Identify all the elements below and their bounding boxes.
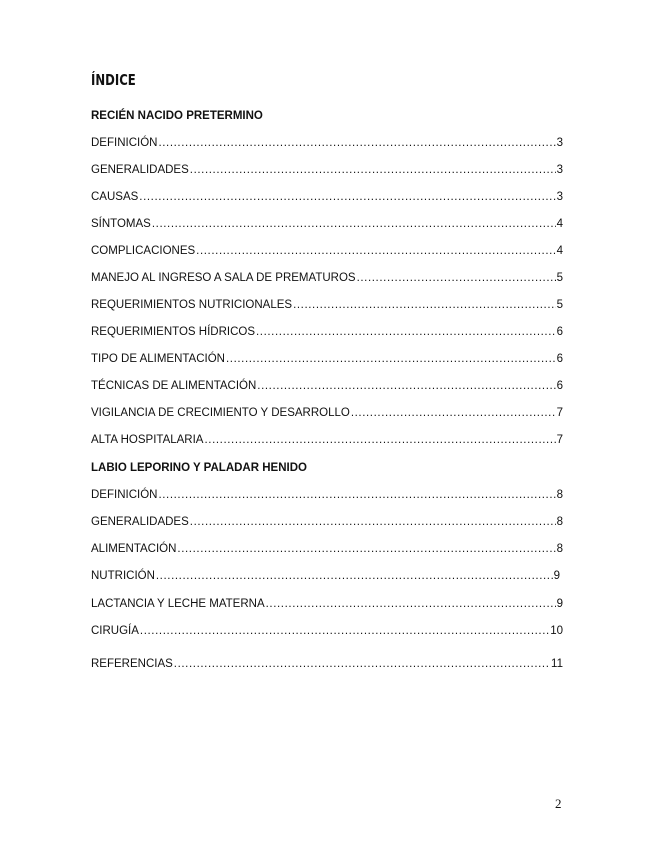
toc-entry-references[interactable] — [91, 658, 563, 670]
toc-entry-label: ALIMENTACIÓN — [91, 543, 177, 555]
toc-entry-page: 3 — [556, 191, 563, 203]
toc-entry-label: NUTRICIÓN — [91, 570, 155, 582]
dot-leader — [190, 516, 556, 528]
toc-entry-label: CIRUGÍA — [91, 625, 139, 637]
toc-entry-label: REQUERIMIENTOS NUTRICIONALES — [91, 299, 293, 311]
toc-entry-page: 8 — [556, 516, 563, 528]
toc-entry[interactable] — [91, 272, 563, 284]
toc-entry-label: TÉCNICAS DE ALIMENTACIÓN — [91, 380, 257, 392]
toc-entry[interactable] — [91, 326, 563, 338]
toc-entry-label: CAUSAS — [91, 191, 139, 203]
dot-leader — [139, 191, 555, 203]
toc-entry-page: 4 — [556, 245, 563, 257]
toc-entry-page: 4 — [556, 218, 563, 230]
toc-entry-page: 8 — [556, 489, 563, 501]
toc-entry-label: COMPLICACIONES — [91, 245, 196, 257]
toc-entry[interactable] — [91, 164, 563, 176]
toc-entry-page: 3 — [556, 164, 563, 176]
toc-entry[interactable] — [91, 380, 563, 392]
toc-entry-label: GENERALIDADES — [91, 164, 189, 176]
toc-entry-page: 7 — [556, 407, 563, 419]
toc-entry-page: 6 — [556, 353, 563, 365]
toc-entry[interactable] — [91, 245, 563, 257]
toc-entry-label: LACTANCIA Y LECHE MATERNA — [91, 598, 265, 610]
dot-leader — [190, 164, 556, 176]
toc-entry[interactable] — [91, 570, 560, 582]
dot-leader — [257, 380, 555, 392]
toc-entry-label: GENERALIDADES — [91, 516, 189, 528]
page-number: 2 — [555, 796, 562, 811]
dot-leader — [293, 299, 556, 311]
toc-entry[interactable] — [91, 353, 563, 365]
toc-entry-page: 8 — [556, 543, 563, 555]
toc-entry-page: 10 — [550, 625, 563, 637]
toc-entry[interactable] — [91, 137, 563, 149]
toc-entry-label: REFERENCIAS — [91, 658, 173, 670]
dot-leader — [196, 245, 555, 257]
dot-leader — [351, 407, 556, 419]
toc-entry-label: DEFINICIÓN — [91, 489, 158, 501]
toc-entry-page: 9 — [553, 570, 560, 582]
page-title: ÍNDICE — [91, 71, 136, 89]
dot-leader — [158, 489, 555, 501]
toc-entry[interactable] — [91, 434, 563, 446]
toc-entry-label: MANEJO AL INGRESO A SALA DE PREMATUROS — [91, 272, 356, 284]
toc-entry-page: 7 — [556, 434, 563, 446]
toc-entry[interactable] — [91, 191, 563, 203]
dot-leader — [140, 625, 549, 637]
toc-entry-label: VIGILANCIA DE CRECIMIENTO Y DESARROLLO — [91, 407, 350, 419]
toc-entry[interactable] — [91, 407, 563, 419]
toc-entry-label: REQUERIMIENTOS HÍDRICOS — [91, 326, 255, 338]
toc-entry[interactable] — [91, 489, 563, 501]
dot-leader — [152, 218, 556, 230]
toc-entry-page: 5 — [556, 272, 563, 284]
dot-leader — [156, 570, 553, 582]
toc-entry[interactable] — [91, 598, 563, 610]
dot-leader — [226, 353, 556, 365]
toc-entry-page: 6 — [556, 380, 563, 392]
toc-entry-label: SÍNTOMAS — [91, 218, 151, 230]
dot-leader — [158, 137, 555, 149]
toc-entry-label: TIPO DE ALIMENTACIÓN — [91, 353, 225, 365]
dot-leader — [256, 326, 556, 338]
toc-entry-page: 6 — [556, 326, 563, 338]
dot-leader — [204, 434, 555, 446]
toc-entry-label: DEFINICIÓN — [91, 137, 158, 149]
dot-leader — [266, 598, 556, 610]
toc-entry-page: 9 — [556, 598, 563, 610]
toc-entry-label: ALTA HOSPITALARIA — [91, 434, 204, 446]
dot-leader — [174, 658, 550, 670]
toc-entry-page: 11 — [551, 658, 563, 670]
dot-leader — [177, 543, 555, 555]
section-heading-preterm: RECIÉN NACIDO PRETERMINO — [91, 110, 263, 122]
toc-entry[interactable] — [91, 625, 563, 637]
dot-leader — [357, 272, 556, 284]
toc-entry-page: 5 — [556, 299, 563, 311]
toc-entry-page: 3 — [556, 137, 563, 149]
toc-entry[interactable] — [91, 543, 563, 555]
toc-entry[interactable] — [91, 218, 563, 230]
toc-entry[interactable] — [91, 299, 563, 311]
section-heading-cleft: LABIO LEPORINO Y PALADAR HENIDO — [91, 462, 307, 474]
toc-entry[interactable] — [91, 516, 563, 528]
